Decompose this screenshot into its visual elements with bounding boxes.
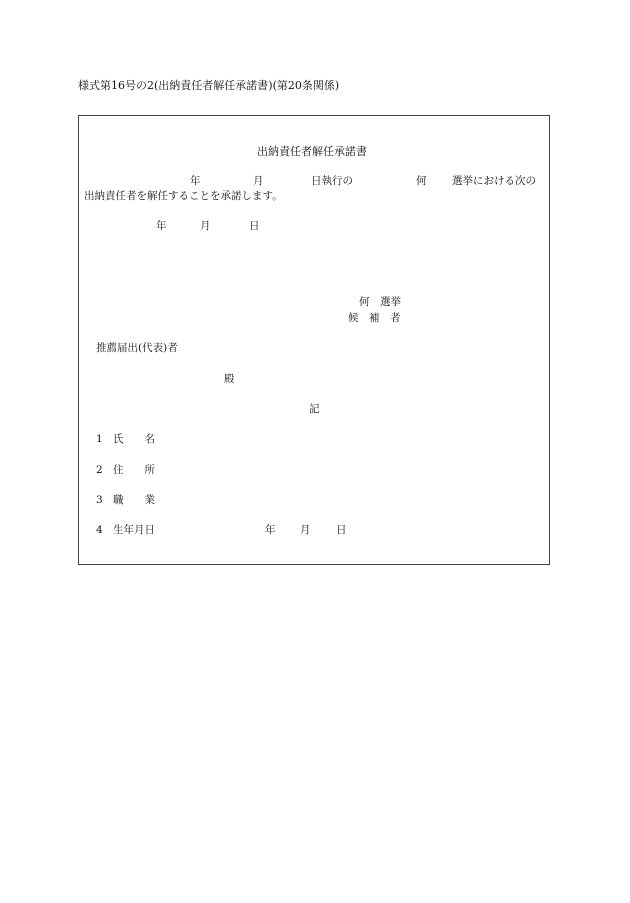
intro-month: 月 xyxy=(253,175,264,187)
date-day: 日 xyxy=(249,220,260,232)
recommender-label: 推薦届出(代表)者 xyxy=(96,342,178,354)
item-4-number: 4 xyxy=(96,524,103,536)
item-1-label: 氏 名 xyxy=(113,433,155,445)
birth-day: 日 xyxy=(336,524,347,536)
item-1-number: 1 xyxy=(96,433,103,445)
form-caption: 様式第16号の2(出納責任者解任承諾書)(第20条関係) xyxy=(78,79,340,92)
item-3-label: 職 業 xyxy=(113,494,155,506)
item-2-number: 2 xyxy=(96,464,103,476)
intro-what: 何 xyxy=(416,175,427,187)
intro-election-tail: 選挙における次の xyxy=(452,175,536,187)
intro-year: 年 xyxy=(190,175,201,187)
item-4-label: 生年月日 xyxy=(113,524,155,536)
birth-year: 年 xyxy=(265,524,276,536)
intro-line-2: 出納責任者を解任することを承諾します。 xyxy=(84,190,283,202)
document-title: 出納責任者解任承諾書 xyxy=(257,145,367,158)
ki-heading: 記 xyxy=(309,403,320,415)
candidate-label: 候 補 者 xyxy=(348,312,401,324)
birth-month: 月 xyxy=(300,524,311,536)
item-3-number: 3 xyxy=(96,494,103,506)
intro-day-exec: 日執行の xyxy=(311,175,353,187)
date-year: 年 xyxy=(156,220,167,232)
candidate-election: 何 選挙 xyxy=(359,296,401,308)
item-2-label: 住 所 xyxy=(113,464,155,476)
date-month: 月 xyxy=(200,220,211,232)
addressee-dono: 殿 xyxy=(224,373,235,385)
